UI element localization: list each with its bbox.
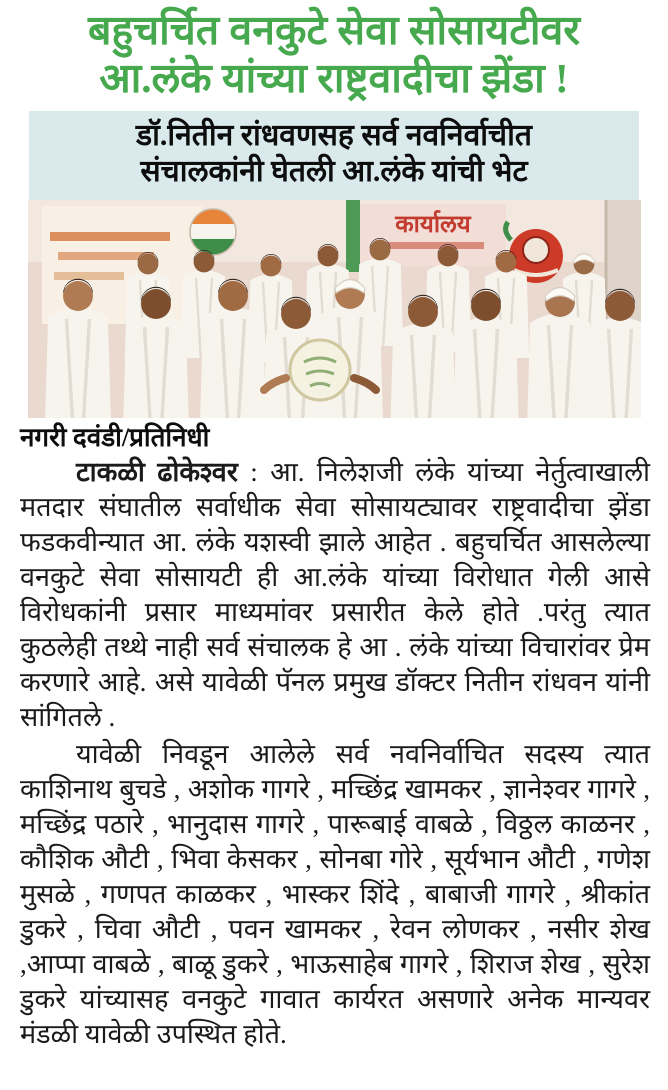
group-photo-illustration bbox=[28, 200, 641, 418]
paragraph-1-text: : आ. निलेशजी लंके यांच्या नेर्तुत्वाखाली मतदार संघातील सर्वाधीक सेवा सोसायट्यावर राष्ट्रवादीचा झेंडा फडकवीन्यात आ. लंके यशस्वी झाले आहेत . बहुचर्चित आसलेल्या वनकुटे सेवा सोसायटी ही आ.लंके यांच्या विरोधात गेली आसे विरोधकांनी प्रसार माध्यमांवर प्रसारीत केले होते .परंतु त्यात कुठलेही तथ्थे नाही सर्व संचालक हे आ . लंके यांच्या विचारांवर प्रेम करणारे आहे. असे यावेळी पॅनल प्रमुख डॉक्टर नितीन रांधवन यांनी सांगितले . bbox=[20, 456, 650, 732]
newspaper-clipping bbox=[0, 6, 668, 1052]
photo-banner-text: कार्यालय bbox=[395, 211, 471, 238]
dateline-lead: टाकळी ढोकेश्वर bbox=[76, 456, 238, 487]
sub-headline-box bbox=[29, 111, 639, 200]
headline-line-2: आ.लंके यांच्या राष्ट्रवादीचा झेंडा ! bbox=[99, 55, 569, 102]
body-paragraph-1 bbox=[0, 455, 668, 735]
main-headline bbox=[8, 6, 660, 103]
subhead-line-1: डॉ.नितीन रांधवणसह सर्व नवनिर्वाचीत bbox=[136, 118, 532, 152]
subhead-line-2: संचालकांनी घेतली आ.लंके यांची भेट bbox=[140, 155, 528, 189]
byline: नगरी दवंडी/प्रतिनिधी bbox=[20, 422, 210, 452]
headline-line-1: बहुचर्चित वनकुटे सेवा सोसायटीवर bbox=[87, 7, 581, 53]
left-banner bbox=[42, 206, 202, 324]
article-photo bbox=[28, 200, 641, 418]
body-paragraph-2: यावेळी निवडून आलेले सर्व नवनिर्वाचित सदस्य त्यात काशिनाथ बुचडे , अशोक गागरे , मच्छिंद्र खामकर , ज्ञानेश्वर गागरे , मच्छिंद्र पठारे , भानुदास गागरे , पारूबाई वाबळे , विठ्ठल काळनर , कौशिक औटी , भिवा केसकर , सोनबा गोरे , सूर्यभान औटी , गणेश मुसळे , गणपत काळकर , भास्कर शिंदे , बाबाजी गागरे , श्रीकांत डुकरे , चिवा औटी , पवन खामकर , रेवन लोणकर , नसीर शेख ,आप्पा वाबळे , बाळू डुकरे , भाऊसाहेब गागरे , शिराज शेख , सुरेश डुकरे यांच्यासह वनकुटे गावात कार्यरत असणारे अनेक मान्यवर मंडळी यावेळी उपस्थित होते. bbox=[20, 738, 650, 1049]
